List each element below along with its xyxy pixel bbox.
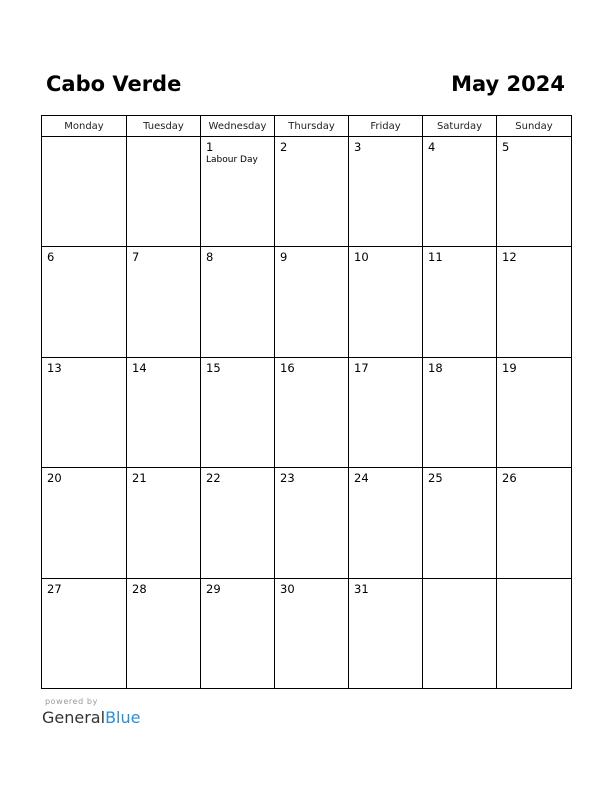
- day-number: 13: [47, 360, 62, 375]
- day-number: 24: [354, 471, 369, 486]
- day-cell: [127, 357, 201, 467]
- day-cell: [497, 247, 572, 357]
- day-number: [127, 137, 200, 141]
- country-title: Cabo Verde: [46, 72, 182, 96]
- day-number: 5: [502, 140, 510, 154]
- brand-text-blue: Blue: [105, 708, 141, 727]
- day-cell: [201, 137, 275, 247]
- week-row: [42, 137, 572, 247]
- day-cell: [275, 247, 349, 357]
- day-cell: [201, 468, 275, 578]
- day-cell: [201, 247, 275, 357]
- week-row: [42, 247, 572, 357]
- day-cell: [497, 137, 572, 247]
- day-number: 1: [206, 140, 214, 154]
- day-cell: [42, 357, 127, 467]
- weekday-header-row: [42, 116, 572, 137]
- day-cell: [275, 137, 349, 247]
- day-cell: [423, 578, 497, 688]
- day-number: 7: [132, 250, 140, 265]
- week-row: [42, 468, 572, 578]
- day-number: 15: [206, 360, 221, 375]
- day-number: 4: [428, 140, 436, 154]
- day-cell: [127, 578, 201, 688]
- day-number: [42, 137, 126, 141]
- day-cell: [275, 357, 349, 467]
- weekday-header: Friday: [349, 116, 423, 137]
- day-number: [423, 579, 496, 583]
- day-cell: [127, 247, 201, 357]
- day-number: 11: [428, 250, 443, 265]
- day-number: 23: [280, 471, 295, 486]
- day-cell: [127, 137, 201, 247]
- weekday-header: Monday: [42, 116, 127, 137]
- day-number: 31: [354, 581, 369, 596]
- day-cell: [42, 247, 127, 357]
- day-number: [497, 579, 571, 583]
- day-number: 25: [428, 471, 443, 486]
- day-number: 6: [47, 250, 55, 265]
- day-number: 22: [206, 471, 221, 486]
- day-number: 2: [280, 140, 288, 154]
- day-cell: [349, 578, 423, 688]
- day-number: 10: [354, 250, 369, 265]
- day-number: 17: [354, 360, 369, 375]
- day-cell: [201, 357, 275, 467]
- day-number: 20: [47, 471, 62, 486]
- day-number: 27: [47, 581, 62, 596]
- day-number: 18: [428, 360, 443, 375]
- day-number: 8: [206, 250, 214, 265]
- day-cell: [497, 468, 572, 578]
- day-number: 3: [354, 140, 362, 154]
- day-cell: [127, 468, 201, 578]
- generalblue-logo[interactable]: [42, 708, 140, 728]
- day-cell: [349, 137, 423, 247]
- day-cell: [349, 247, 423, 357]
- brand-text-general: General: [42, 708, 106, 727]
- day-number: 28: [132, 581, 147, 596]
- day-cell: [201, 578, 275, 688]
- weekday-header: Saturday: [423, 116, 497, 137]
- day-cell: [423, 468, 497, 578]
- month-year-title: May 2024: [451, 72, 565, 96]
- powered-by-label: powered by: [45, 697, 98, 706]
- day-number: 29: [206, 581, 221, 596]
- holiday-label: Labour Day: [206, 155, 258, 165]
- weekday-header: Sunday: [497, 116, 572, 137]
- day-cell: [42, 578, 127, 688]
- weekday-header: Thursday: [275, 116, 349, 137]
- weekday-header: Wednesday: [201, 116, 275, 137]
- day-cell: [423, 247, 497, 357]
- day-number: 14: [132, 360, 147, 375]
- day-number: 16: [280, 360, 295, 375]
- week-row: [42, 578, 572, 688]
- day-cell: [275, 468, 349, 578]
- day-cell: [349, 357, 423, 467]
- day-number: 26: [502, 471, 517, 486]
- day-cell: [497, 357, 572, 467]
- day-cell: [497, 578, 572, 688]
- month-calendar-grid: [41, 115, 572, 689]
- day-cell: [423, 137, 497, 247]
- day-number: 19: [502, 360, 517, 375]
- day-cell: [275, 578, 349, 688]
- day-cell: [423, 357, 497, 467]
- day-number: 9: [280, 250, 288, 265]
- day-number: 12: [502, 250, 517, 265]
- day-number: 30: [280, 581, 295, 596]
- day-cell: [42, 468, 127, 578]
- day-cell: [42, 137, 127, 247]
- weekday-header: Tuesday: [127, 116, 201, 137]
- day-number: 21: [132, 471, 147, 486]
- day-cell: [349, 468, 423, 578]
- week-row: [42, 357, 572, 467]
